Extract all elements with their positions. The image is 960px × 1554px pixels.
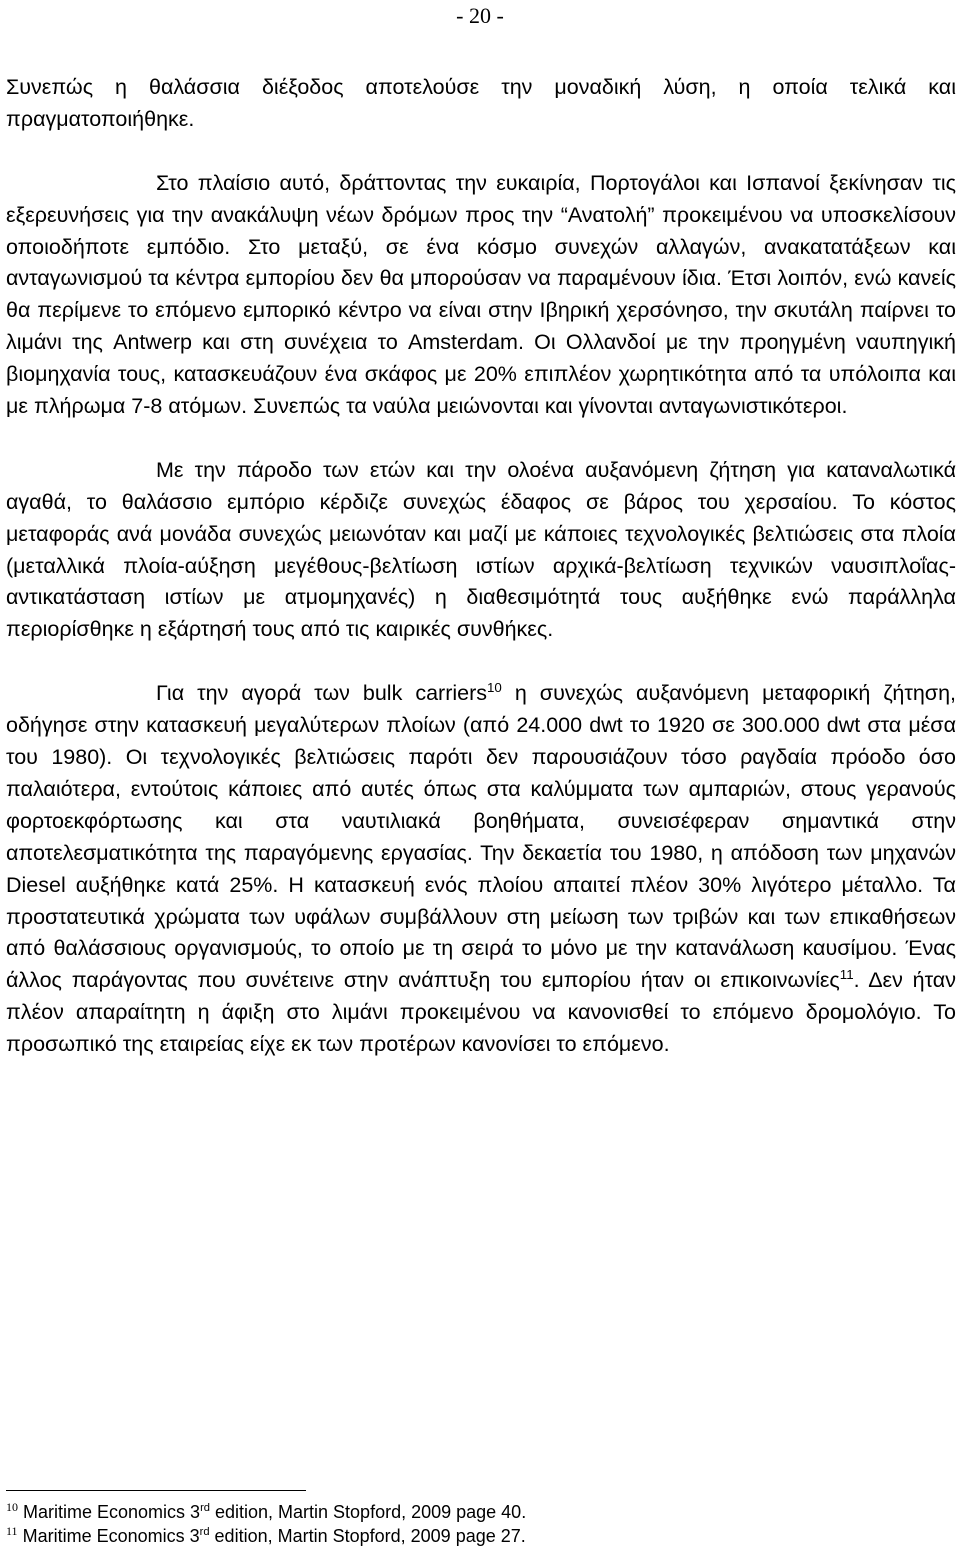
footnote-superscript: rd — [199, 1526, 210, 1538]
footnote-ref-11: 11 — [839, 967, 854, 983]
footnotes — [6, 1500, 956, 1548]
footnote-10 — [6, 1500, 956, 1524]
footnote-text-rest: edition, Martin Stopford, 2009 page 27. — [209, 1526, 526, 1546]
footnote-ref-10: 10 — [487, 680, 502, 696]
paragraph-1: Συνεπώς η θαλάσσια διέξοδος αποτελούσε την μοναδική λύση, η οποία τελικά και πραγματοποιήθηκε. — [6, 75, 956, 131]
footnote-separator — [6, 1490, 306, 1491]
footnote-superscript: rd — [200, 1502, 210, 1514]
footnote-text: Maritime Economics 3 — [23, 1502, 201, 1522]
paragraph-4-text-middle: η συνεχώς αυξανόμενη μεταφορική ζήτηση, οδήγησε στην κατασκευή μεγαλύτερων πλοίων (από 24.000 dwt το 1920 σε 300.000 dwt στα μέσα του 1980). Οι τεχνολογικές βελτιώσεις παρότι δεν παρουσιάζουν τόσο ραγδαία πρόοδο όσο παλαιότερα, εντούτοις κάποιες από αυτές όπως στα καλύμματα των αμπαριών, στους γερανούς φορτοεκφόρτωσης και στα ναυτιλιακά βοηθήματα, συνεισέφεραν σημαντικά στην αποτελεσματικότητα της παραγόμενης εργασίας. Την δεκαετία του 1980, η απόδοση των μηχανών Diesel αυξήθηκε κατά 25%. Η κατασκευή ενός πλοίου απαιτεί πλέον 30% λιγότερο μέταλλο. Τα προστατευτικά χρώματα των υφάλων συμβάλλουν στη μείωση των τριβών και των επικαθήσεων από θαλάσσιους οργανισμούς, το οποίο με τη σειρά το μόνο με την κατανάλωση καυσίμου. Ένας άλλος παράγοντας που συνέτεινε στην ανάπτυξη του εμπορίου ήταν οι επικοινωνίες — [6, 681, 956, 993]
paragraph-3: Με την πάροδο των ετών και την ολοένα αυξανόμενη ζήτηση για καταναλωτικά αγαθά, το θαλάσσιο εμπόριο κέρδιζε συνεχώς έδαφος σε βάρος του χερσαίου. Το κόστος μεταφοράς ανά μονάδα συνεχώς μειωνόταν και μαζί με κάποιες τεχνολογικές βελτιώσεις στα πλοία (μεταλλικά πλοία-αύξηση μεγέθους-βελτίωση ιστίων αρχικά-βελτίωση τεχνικών ναυσιπλοΐας-αντικατάσταση ιστίων με ατμομηχανές) η διαθεσιμότητά τους αυξήθηκε ενώ παράλληλα περιορίσθηκε η εξάρτησή τους από τις καιρικές συνθήκες. — [6, 457, 956, 642]
footnote-text-rest: edition, Martin Stopford, 2009 page 40. — [209, 1502, 527, 1522]
footnote-number: 11 — [6, 1524, 18, 1538]
footnote-number: 10 — [6, 1500, 18, 1514]
page-number: - 20 - — [456, 3, 504, 28]
footnote-text: Maritime Economics 3 — [22, 1526, 200, 1546]
paragraph-4-text-end: . Δεν ήταν πλέον απαραίτητη η άφιξη στο λιμάνι προκειμένου να κανονισθεί το επόμενο δρομολόγιο. Το προσωπικό της εταιρείας είχε εκ των προτέρων κανονίσει το επόμενο. — [6, 968, 956, 1057]
document-body — [6, 72, 956, 1093]
paragraph-2: Στο πλαίσιο αυτό, δράττοντας την ευκαιρία, Πορτογάλοι και Ισπανοί ξεκίνησαν τις εξερευνήσεις για την ανακάλυψη νέων δρόμων προς την “Ανατολή” προκειμένου να υποσκελίσουν οποιοδήποτε εμπόδιο. Στο μεταξύ, σε ένα κόσμο συνεχών αλλαγών, ανακατατάξεων και ανταγωνισμού τα κέντρα εμπορίου δεν θα μπορούσαν να παραμένουν ίδια. Έτσι λοιπόν, ενώ κανείς θα περίμενε το επόμενο εμπορικό κέντρο να είναι στην Ιβηρική χερσόνησο, την σκυτάλη παίρνει το λιμάνι της Antwerp και στη συνέχεια το Amsterdam. Οι Ολλανδοί με την προηγμένη ναυπηγική βιομηχανία τους, κατασκευάζουν ένα σκάφος με 20% επιπλέον χωρητικότητα από τα υπόλοιπα και με πλήρωμα 7-8 ατόμων. Συνεπώς τα ναύλα μειώνονται και γίνονται ανταγωνιστικότεροι. — [6, 170, 956, 419]
paragraph-4 — [6, 678, 956, 1061]
footnote-11 — [6, 1524, 956, 1548]
paragraph-4-text-start: Για την αγορά των bulk carriers — [156, 681, 487, 706]
